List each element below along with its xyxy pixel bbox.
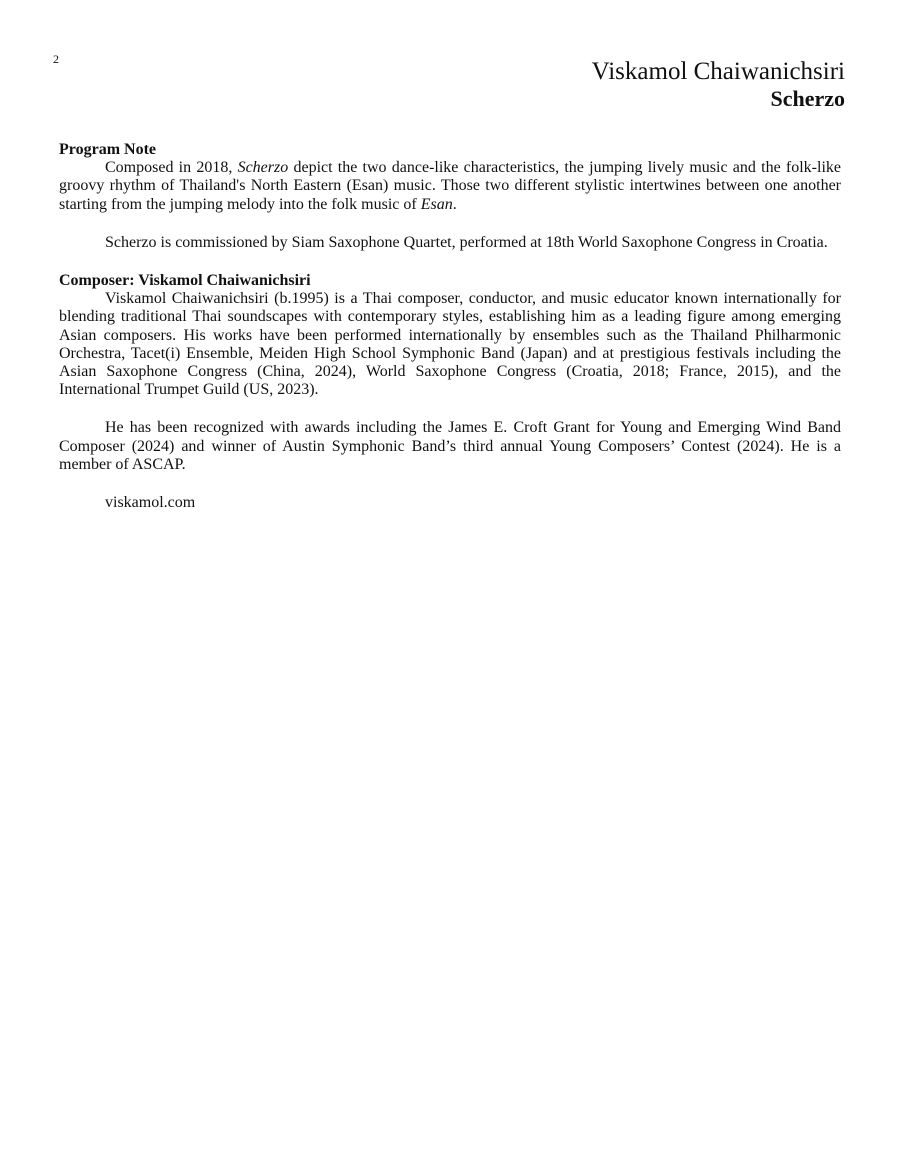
program-note-text-c: . bbox=[452, 195, 457, 213]
program-note-heading: Program Note bbox=[59, 141, 156, 158]
paragraph-gap bbox=[59, 474, 841, 494]
page-header bbox=[592, 58, 845, 112]
program-note-paragraph-2: Scherzo is commissioned by Siam Saxophone Quartet, performed at 18th World Saxophone Congress in Croatia. bbox=[105, 233, 828, 251]
program-note-text-b: depict the two dance-like characteristics, the jumping lively music and the folk-like groovy rhythm of Thailand's North Eastern (Esan) music. Those two different stylistic intertwines between one another starting from the jumping melody into the folk music of bbox=[59, 159, 842, 213]
composer-bio-paragraph-1: Viskamol Chaiwanichsiri (b.1995) is a Thai composer, conductor, and music educator known internationally for blending traditional Thai soundscapes with contemporary styles, establishing him as a leading figure among emerging Asian composers. His works have been performed internationally by ensembles such as the Thailand Philharmonic Orchestra, Tacet(i) Ensemble, Meiden High School Symphonic Band (Japan) and at prestigious festivals including the Asian Saxophone Congress (China, 2024), World Saxophone Congress (Croatia, 2018; France, 2015), and the International Trumpet Guild (US, 2023). bbox=[59, 290, 841, 399]
document-body bbox=[59, 141, 841, 512]
composer-heading: Composer: Viskamol Chaiwanichsiri bbox=[59, 272, 311, 290]
program-note-paragraph-1 bbox=[59, 159, 841, 214]
composer-bio-paragraph-2: He has been recognized with awards including the James E. Croft Grant for Young and Emerging Wind Band Composer (2024) and winner of Austin Symphonic Band’s third annual Young Composers’ Contest (2024). He is a member of ASCAP. bbox=[59, 419, 841, 473]
page-number: 2 bbox=[53, 52, 59, 66]
paragraph-gap bbox=[59, 399, 841, 419]
program-note-text-a: Composed in 2018, bbox=[105, 159, 238, 177]
section-gap bbox=[59, 252, 841, 272]
paragraph-gap bbox=[59, 214, 841, 234]
composer-name: Viskamol Chaiwanichsiri bbox=[591, 58, 845, 85]
piece-title: Scherzo bbox=[770, 86, 845, 111]
website-link[interactable]: viskamol.com bbox=[105, 494, 196, 512]
program-note-italic-scherzo: Scherzo bbox=[237, 159, 289, 177]
program-note-italic-esan: Esan bbox=[420, 195, 453, 213]
